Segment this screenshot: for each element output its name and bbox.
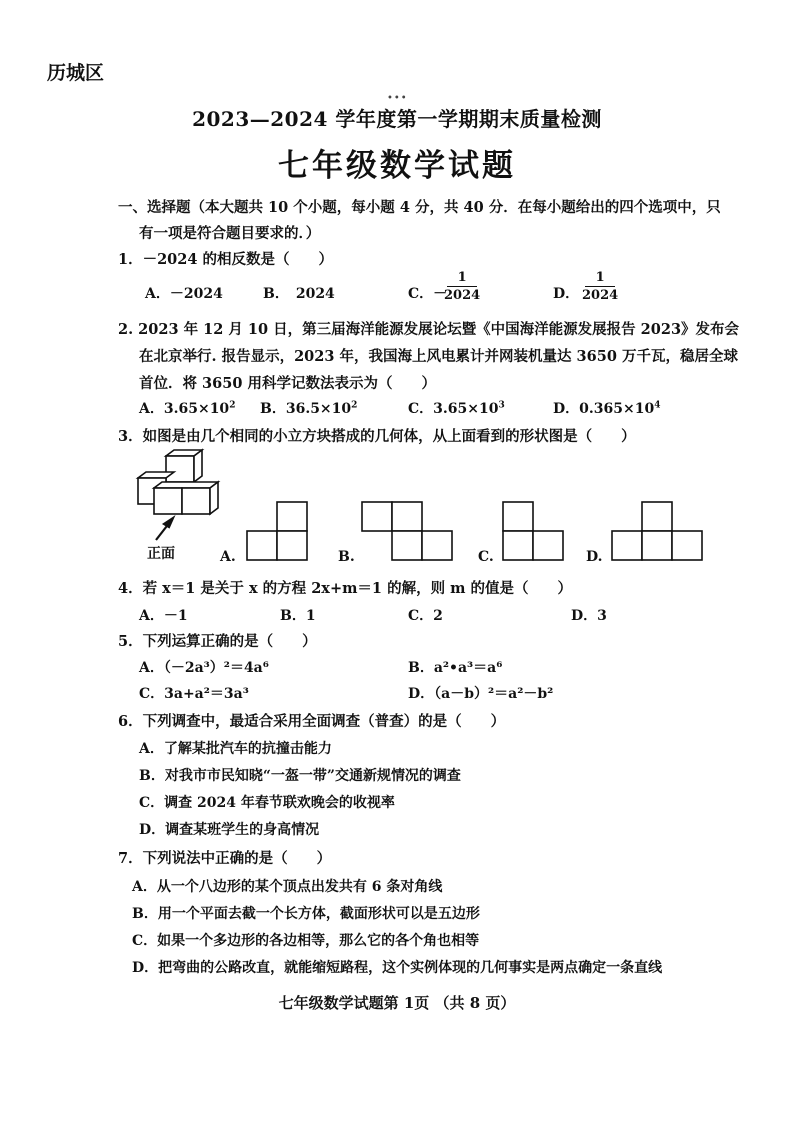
question-1-option-c-label: C．－ [408, 286, 448, 302]
question-4-option-b: B．1 [280, 608, 316, 624]
decorative-dots: ••• [387, 93, 408, 104]
question-6-option-a: A．了解某批汽车的抗撞击能力 [139, 741, 332, 757]
question-1-option-c-fraction [444, 270, 480, 304]
option-text: C．3.65×10 [408, 401, 499, 417]
question-3-option-d-shape [611, 501, 703, 563]
question-2-option-c [408, 398, 505, 418]
option-text: A．3.65×10 [139, 401, 230, 417]
question-3-option-b-label: B. [338, 549, 355, 565]
exponent: 4 [654, 400, 661, 411]
question-4-option-a: A．－1 [139, 608, 188, 624]
question-2-line1: 2. 2023 年 12 月 10 日，第三届海洋能源发展论坛暨《中国海洋能源发展报告 2023》发布会 [118, 321, 740, 338]
exponent: 3 [498, 400, 505, 411]
page-footer: 七年级数学试题第 1页 （共 8 页） [278, 994, 516, 1012]
option-text: B．36.5×10 [260, 401, 352, 417]
fraction-numerator: 1 [457, 270, 467, 285]
question-7-option-c: C．如果一个多边形的各边相等，那么它的各个角也相等 [132, 933, 480, 949]
question-3-option-c-label: C. [478, 549, 494, 565]
question-1-stem: 1．－2024 的相反数是（ ） [118, 251, 333, 268]
question-7-stem: 7．下列说法中正确的是（ ） [118, 850, 332, 867]
question-7-option-a: A．从一个八边形的某个顶点出发共有 6 条对角线 [132, 879, 443, 895]
question-5-stem: 5．下列运算正确的是（ ） [118, 633, 317, 650]
question-1-option-d-fraction [582, 270, 618, 304]
question-3-option-b-shape [361, 501, 453, 563]
fraction-denominator: 2024 [444, 288, 481, 303]
section-heading-line1: 一、选择题（本大题共 10 个小题，每小题 4 分，共 40 分．在每小题给出的四个选项中，只 [118, 199, 721, 216]
question-4-option-c: C．2 [408, 608, 443, 624]
question-2-option-d [553, 398, 660, 418]
cube-stack-figure [132, 448, 228, 548]
question-2-option-a [139, 398, 235, 418]
question-5-option-b: B．a²•a³＝a⁶ [408, 660, 503, 676]
front-view-label: 正面 [147, 546, 175, 562]
question-2-option-b [260, 398, 357, 418]
subject-title: 七年级数学试题 [278, 148, 516, 184]
question-3-option-a-shape [246, 501, 310, 563]
question-2-line2: 在北京举行. 报告显示，2023 年，我国海上风电累计并网装机量达 3650 万千瓦，稳居全球 [139, 348, 738, 365]
question-1-option-b: B． 2024 [263, 286, 335, 302]
question-3-option-d-label: D. [586, 549, 603, 565]
question-3-option-c-shape [502, 501, 566, 563]
question-4-stem: 4．若 x＝1 是关于 x 的方程 2x+m＝1 的解，则 m 的值是（ ） [118, 580, 573, 597]
question-5-option-c: C．3a+a²＝3a³ [139, 686, 249, 702]
fraction-denominator: 2024 [582, 288, 619, 303]
exponent: 2 [229, 400, 236, 411]
question-5-option-d: D．（a－b）²＝a²－b² [408, 686, 554, 702]
question-5-option-a: A．（－2a³）²＝4a⁶ [139, 660, 269, 676]
question-4-option-d: D．3 [571, 608, 607, 624]
question-7-option-b: B．用一个平面去截一个长方体，截面形状可以是五边形 [132, 906, 480, 922]
question-1-option-a: A．－2024 [145, 286, 223, 302]
question-6-option-c: C．调查 2024 年春节联欢晚会的收视率 [139, 795, 395, 811]
question-6-option-d: D．调查某班学生的身高情况 [139, 822, 320, 838]
question-7-option-d: D．把弯曲的公路改直，就能缩短路程，这个实例体现的几何事实是两点确定一条直线 [132, 960, 663, 976]
question-6-option-b: B．对我市市民知晓“一盔一带”交通新规情况的调查 [139, 768, 461, 784]
question-3-option-a-label: A. [220, 549, 236, 565]
option-text: D．0.365×10 [553, 401, 655, 417]
question-3-stem: 3．如图是由几个相同的小立方块搭成的几何体，从上面看到的形状图是（ ） [118, 428, 636, 445]
question-2-line3: 首位．将 3650 用科学记数法表示为（ ） [139, 375, 436, 392]
exponent: 2 [351, 400, 358, 411]
fraction-numerator: 1 [595, 270, 605, 285]
exam-title: 2023—2024 学年度第一学期期末质量检测 [192, 107, 602, 131]
section-heading-line2: 有一项是符合题目要求的．） [139, 225, 321, 242]
question-6-stem: 6．下列调查中，最适合采用全面调查（普查）的是（ ） [118, 713, 506, 730]
question-1-option-d-label: D． [553, 286, 580, 302]
district-label: 历城区 [47, 62, 105, 84]
